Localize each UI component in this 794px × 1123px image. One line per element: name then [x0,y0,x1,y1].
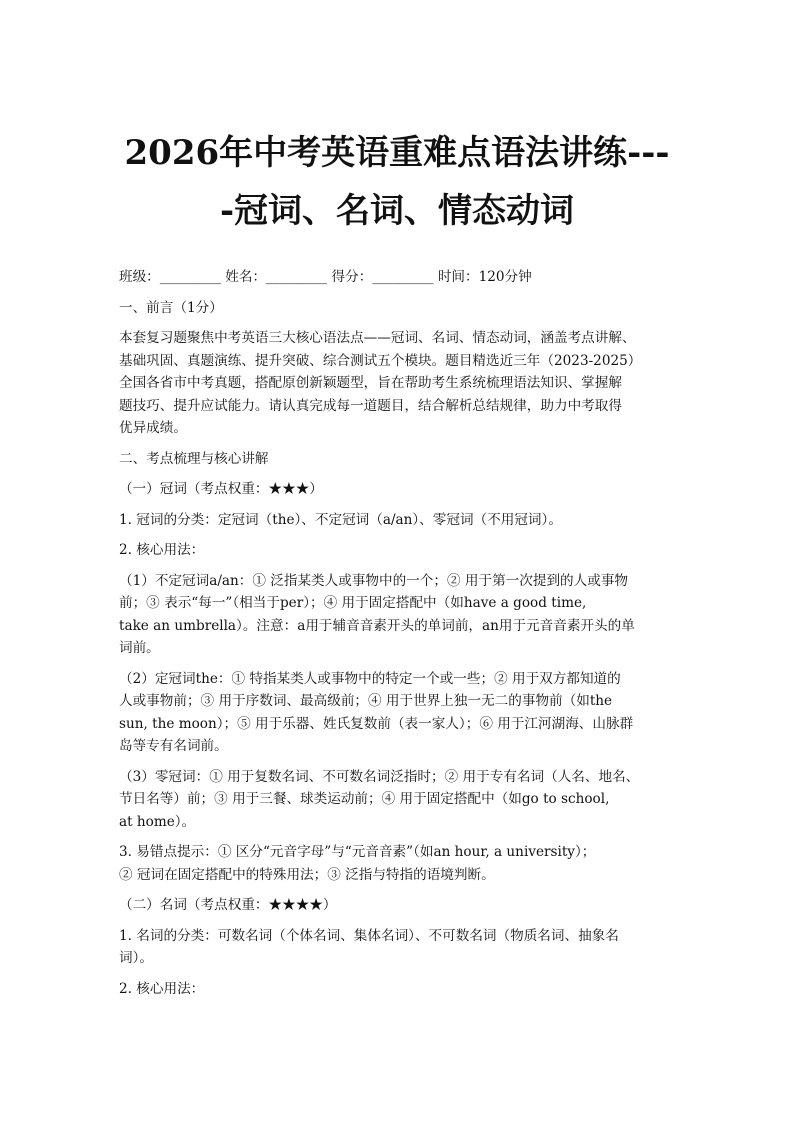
text-line: sun, the moon）；⑤ 用于乐器、姓氏复数前（表一家人）；⑥ 用于江河湖海、山脉群 [119,715,634,732]
article-usage-heading: 2. 核心用法： [119,542,205,558]
text-line: 人或事物前；③ 用于序数词、最高级前；④ 用于世界上独一无二的事物前（如the [119,693,613,709]
title-line-1: 2026年中考英语重难点语法讲练--- [124,133,670,173]
text-line: take an umbrella）。注意：a用于辅音音素开头的单词前，an用于元音音素开头的单 [119,617,635,634]
text-line: 本套复习题聚焦中考英语三大核心语法点——冠词、名词、情态动词，涵盖考点讲解、 [119,330,636,346]
article-heading: （一）冠词（考点权重：★★★） [119,481,323,497]
preface-heading: 一、前言（1分） [119,299,223,316]
text-line: 词前。 [119,640,160,656]
document-body [119,266,689,1008]
text-line: （1）不定冠词a/an：① 泛指某类人或事物中的一个；② 用于第一次提到的人或事物 [119,572,629,589]
preface-paragraph [119,327,689,440]
text-line: 优异成绩。 [119,420,187,436]
article-classification: 1. 冠词的分类：定冠词（the）、不定冠词（a/an）、零冠词（不用冠词）。 [119,511,562,528]
zero-article-paragraph [119,766,689,834]
text-line: at home）。 [119,813,196,830]
text-line: 1. 名词的分类：可数名词（个体名词、集体名词）、不可数名词（物质名词、抽象名 [119,927,619,944]
text-line: （2）定冠词the：① 特指某类人或事物中的特定一个或一些；② 用于双方都知道的 [119,670,621,687]
text-line: ② 冠词在固定搭配中的特殊用法；③ 泛指与特指的语境判断。 [119,866,495,883]
text-line: （3）零冠词：① 用于复数名词、不可数名词泛指时；② 用于专有名词（人名、地名、 [119,768,640,785]
text-line: 基础巩固、真题演练、提升突破、综合测试五个模块。题目精选近三年（2023-2025） [119,352,642,369]
text-line: 全国各省市中考真题，搭配原创新颖题型，旨在帮助考生系统梳理语法知识、掌握解 [119,375,622,391]
student-info-line: 班级：_________ 姓名：_________ 得分：_________ 时间：120分钟 [119,269,532,285]
title-line-2: -冠词、名词、情态动词 [219,191,575,231]
indefinite-article-paragraph [119,570,689,660]
text-line: 题技巧、提升应试能力。请认真完成每一道题目，结合解析总结规律，助力中考取得 [119,397,622,414]
noun-usage-heading: 2. 核心用法： [119,980,205,997]
definite-article-paragraph [119,668,689,758]
document-title [100,124,694,240]
text-line: 3. 易错点提示：① 区分“元音字母”与“元音音素”（如an hour, a university）； [119,844,596,860]
noun-heading: （二）名词（考点权重：★★★★） [119,897,337,913]
text-line: 节日名等）前；③ 用于三餐、球类运动前；④ 用于固定搭配中（如go to school, [119,791,610,807]
article-tips-paragraph [119,841,689,886]
text-line: 前；③ 表示“每一”（相当于per）；④ 用于固定搭配中（如have a good time, [119,595,587,611]
text-line: 岛等专有名词前。 [119,738,228,754]
noun-classification-paragraph [119,925,689,970]
section-heading: 二、考点梳理与核心讲解 [119,450,269,467]
text-line: 词）。 [119,950,153,966]
